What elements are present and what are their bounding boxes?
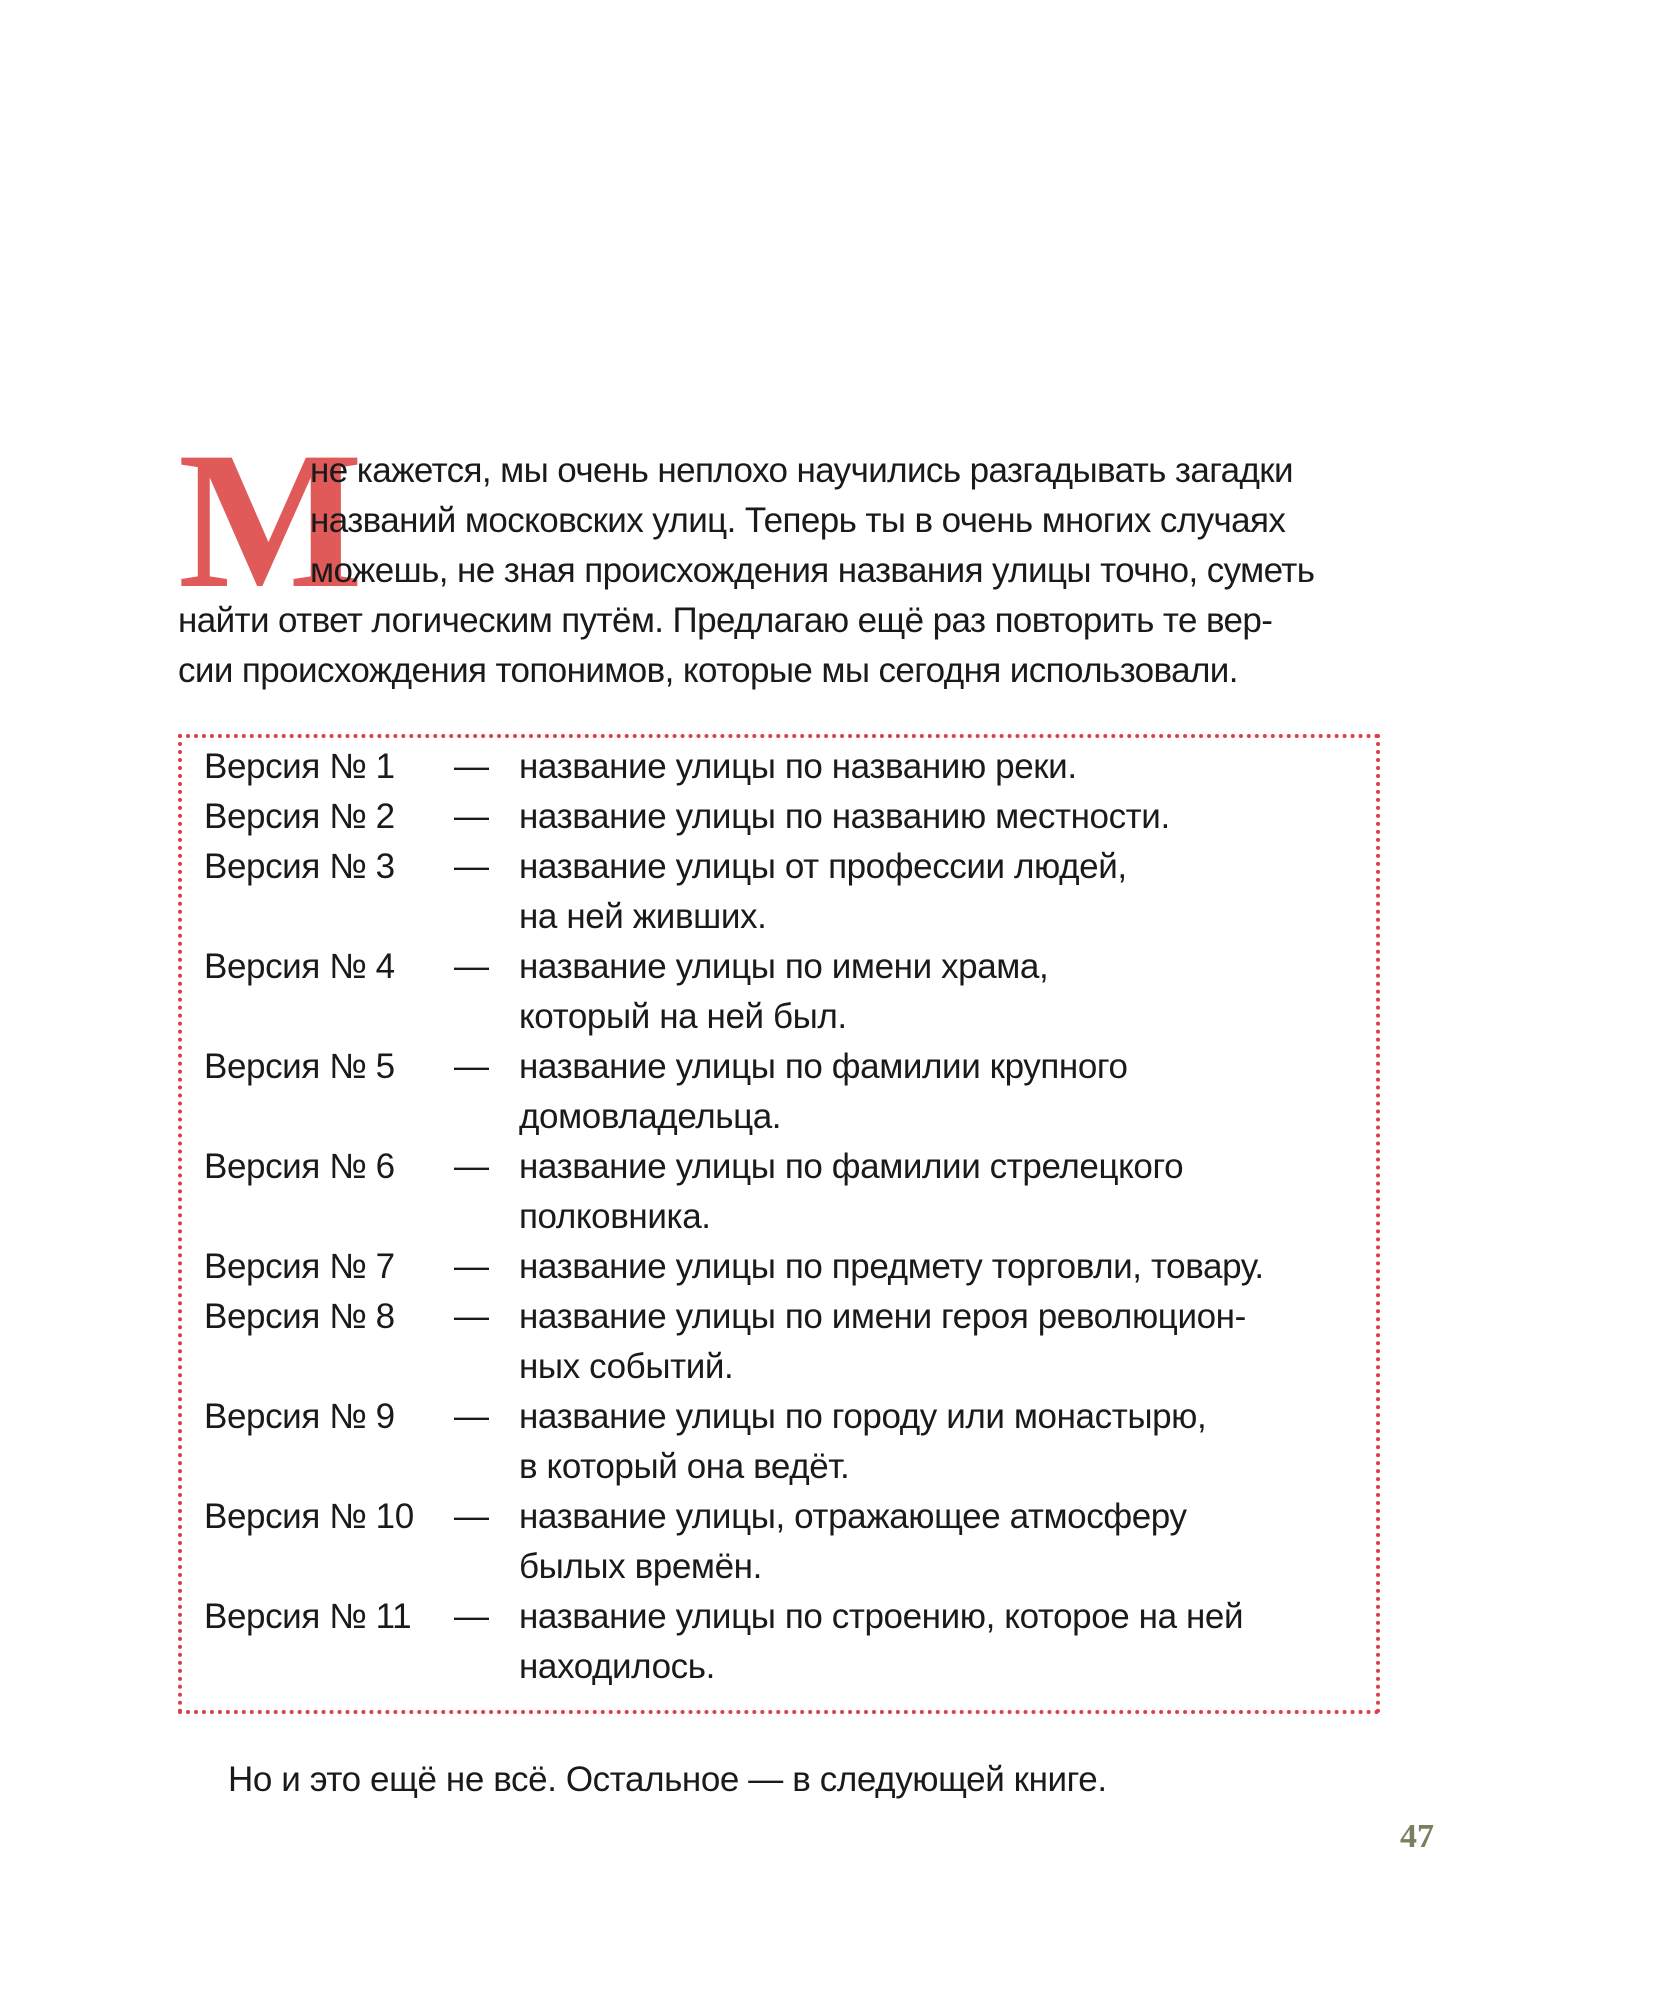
version-description-line: название улицы по городу или монастырю, <box>519 1397 1207 1436</box>
intro-line: сии происхождения топонимов, которые мы сегодня использовали. <box>178 651 1238 690</box>
version-label: Версия № 2 <box>204 797 395 836</box>
version-description-line: название улицы по имени храма, <box>519 947 1049 986</box>
closing-text: Но и это ещё не всё. Остальное — в следующей книге. <box>228 1760 1107 1799</box>
version-description-line: название улицы, отражающее атмосферу <box>519 1497 1187 1536</box>
version-description <box>519 1292 1246 1392</box>
version-description <box>519 792 1170 842</box>
version-description-line: название улицы по названию реки. <box>519 747 1077 786</box>
version-dash: — <box>454 1047 489 1086</box>
version-dash: — <box>454 747 489 786</box>
version-label: Версия № 3 <box>204 847 395 886</box>
version-label: Версия № 8 <box>204 1297 395 1336</box>
version-description-line: который на ней был. <box>519 997 847 1036</box>
version-dash: — <box>454 947 489 986</box>
version-dash: — <box>454 797 489 836</box>
versions-box <box>178 734 1380 1714</box>
drop-cap: М <box>178 412 359 629</box>
version-dash: — <box>454 1147 489 1186</box>
version-description-line: название улицы по фамилии крупного <box>519 1047 1128 1086</box>
version-label: Версия № 9 <box>204 1397 395 1436</box>
intro-line: можешь, не зная происхождения названия улицы точно, суметь <box>310 551 1315 590</box>
version-description <box>519 1142 1183 1242</box>
version-description-line: былых времён. <box>519 1547 762 1586</box>
version-description-line: название улицы по названию местности. <box>519 797 1170 836</box>
version-dash: — <box>454 1497 489 1536</box>
version-description <box>519 742 1077 792</box>
version-description <box>519 1242 1264 1292</box>
version-description-line: полковника. <box>519 1197 711 1236</box>
version-description-line: название улицы по строению, которое на ней <box>519 1597 1244 1636</box>
version-dash: — <box>454 1397 489 1436</box>
version-description <box>519 1492 1187 1592</box>
version-description <box>519 842 1127 942</box>
version-description-line: домовладельца. <box>519 1097 782 1136</box>
version-description-line: в который она ведёт. <box>519 1447 850 1486</box>
version-description <box>519 1042 1128 1142</box>
version-label: Версия № 5 <box>204 1047 395 1086</box>
version-description <box>519 1592 1243 1692</box>
intro-line: найти ответ логическим путём. Предлагаю ещё раз повторить те вер- <box>178 601 1273 640</box>
version-description <box>519 1392 1206 1492</box>
version-label: Версия № 7 <box>204 1247 395 1286</box>
version-description-line: название улицы от профессии людей, <box>519 847 1127 886</box>
version-label: Версия № 1 <box>204 747 395 786</box>
version-description-line: название улицы по имени героя революцион- <box>519 1297 1246 1336</box>
version-label: Версия № 4 <box>204 947 395 986</box>
version-description-line: ных событий. <box>519 1347 734 1386</box>
page-number: 47 <box>1400 1818 1434 1855</box>
version-label: Версия № 10 <box>204 1497 414 1536</box>
version-description-line: название улицы по фамилии стрелецкого <box>519 1147 1184 1186</box>
intro-line: названий московских улиц. Теперь ты в очень многих случаях <box>310 501 1286 540</box>
version-label: Версия № 6 <box>204 1147 395 1186</box>
version-dash: — <box>454 847 489 886</box>
version-dash: — <box>454 1597 489 1636</box>
version-label: Версия № 11 <box>204 1597 412 1636</box>
version-description-line: на ней живших. <box>519 897 767 936</box>
intro-line: не кажется, мы очень неплохо научились разгадывать загадки <box>310 451 1293 490</box>
version-description-line: находилось. <box>519 1647 715 1686</box>
version-description <box>519 942 1048 1042</box>
version-dash: — <box>454 1247 489 1286</box>
version-dash: — <box>454 1297 489 1336</box>
version-description-line: название улицы по предмету торговли, товару. <box>519 1247 1264 1286</box>
